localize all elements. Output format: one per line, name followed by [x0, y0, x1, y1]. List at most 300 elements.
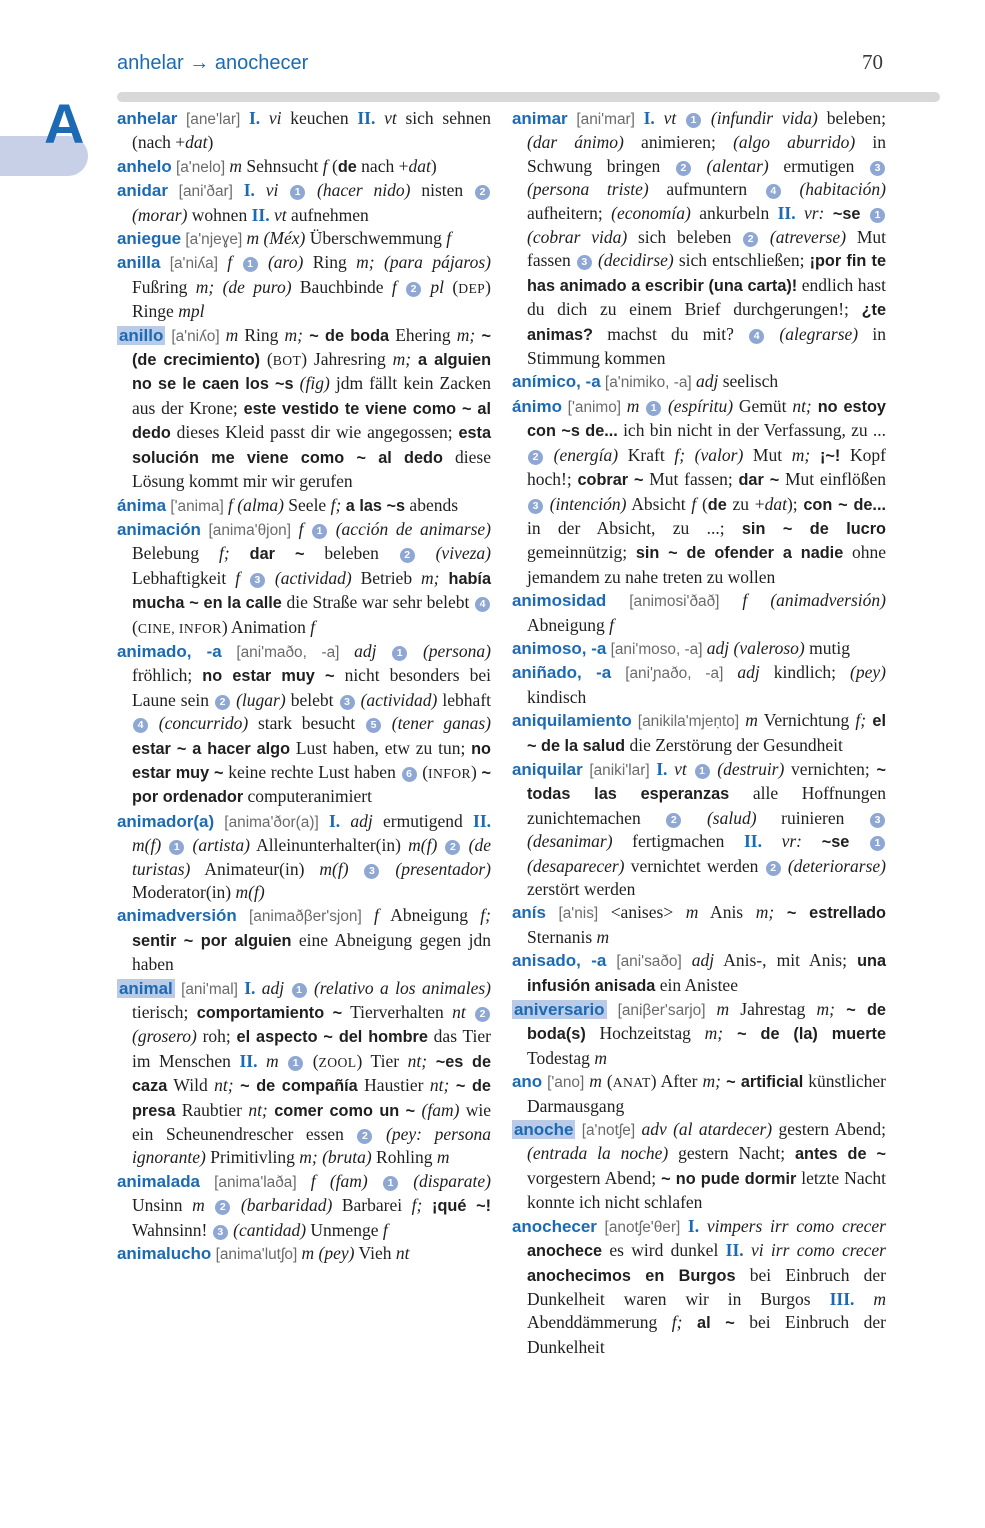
text-run: ) Jahresring	[301, 349, 393, 370]
text-run: abends	[405, 494, 459, 515]
right-column	[512, 107, 886, 1359]
text-run: Kopf hoch!;	[527, 444, 886, 490]
text-run: m	[745, 710, 758, 731]
text-run: bei Einbruch der Dunkelheit waren wir in Burgos	[527, 1264, 886, 1309]
sense-number-badge: 2	[766, 861, 781, 876]
text-run: ermutigend	[372, 810, 474, 831]
text-run: nt;	[407, 1050, 428, 1071]
text-run: [animosi'ðað]	[606, 593, 743, 611]
text-run: ) Tier	[356, 1050, 408, 1071]
sense-number-badge: 4	[749, 329, 764, 344]
text-run: (artista)	[185, 835, 250, 856]
text-run: comportamiento ~	[196, 1004, 343, 1023]
headword: anoche	[514, 1120, 574, 1140]
text-run: ANAT	[612, 1075, 651, 1091]
text-run: I.	[244, 977, 256, 998]
sense-number-badge: 3	[250, 573, 265, 588]
text-run: no estar muy ~	[202, 667, 335, 686]
text-run: Ring	[238, 324, 285, 345]
text-run: Abneigung	[378, 905, 481, 926]
headword: ano	[512, 1072, 543, 1092]
sense-number-badge: 3	[213, 1225, 228, 1240]
text-run: ruinieren	[756, 807, 869, 828]
text-run: [anima'lutʃo]	[211, 1246, 302, 1264]
text-run: [ani'mar]	[567, 111, 644, 128]
text-run: m;	[702, 1071, 721, 1092]
text-run: m;	[392, 349, 412, 370]
text-run: (viveza)	[415, 543, 491, 564]
text-run: II.	[357, 108, 376, 128]
text-run: m	[229, 155, 243, 176]
text-run: m	[685, 902, 699, 923]
headword: animoso, -a	[512, 638, 607, 658]
text-run: Sehnsucht	[242, 155, 323, 176]
dictionary-entry-animalada	[117, 1170, 491, 1242]
text-run: m;	[456, 324, 476, 345]
text-run: [aniki'lar]	[582, 761, 657, 779]
headword: anís	[512, 903, 546, 923]
text-run: f (alma)	[228, 494, 284, 515]
text-run: künstlicher Darmausgang	[527, 1071, 887, 1116]
headword: aniversario	[514, 1000, 605, 1020]
text-run: [anotʃe'θer]	[596, 1218, 688, 1236]
text-run: vimpers irr como crecer	[699, 1215, 886, 1236]
text-run: [a'njeɣe]	[181, 231, 247, 249]
text-run: (actividad)	[265, 567, 352, 588]
text-run: (persona triste)	[527, 179, 649, 200]
text-run: (salud)	[682, 807, 757, 828]
sense-number-badge: 2	[400, 548, 415, 563]
dictionary-entry-anoche	[512, 1118, 886, 1215]
text-run: (	[260, 349, 273, 370]
text-run: m;	[755, 902, 775, 923]
text-run: Fußring	[132, 276, 196, 297]
text-run: Absicht	[626, 493, 692, 514]
text-run: (espíritu)	[662, 395, 734, 416]
text-run: (cantidad)	[228, 1219, 307, 1240]
text-run: f	[310, 616, 316, 637]
text-run: ~ estrellado	[774, 904, 886, 923]
text-run: sin ~ de ofender a nadie	[635, 544, 844, 563]
text-run: [anima'θjon]	[200, 521, 299, 539]
text-run: (	[444, 276, 459, 297]
text-run: );	[786, 493, 804, 514]
text-run: dar ~	[229, 545, 305, 564]
text-run: (fig)	[293, 373, 330, 394]
text-run: nt;	[214, 1075, 234, 1096]
text-run: f	[322, 155, 328, 176]
text-run: Vieh	[354, 1243, 396, 1264]
sense-number-badge: 2	[743, 232, 758, 247]
text-run: Wahnsinn!	[132, 1219, 212, 1240]
text-run: m;	[299, 1147, 318, 1168]
text-run: DEP	[458, 280, 486, 296]
text-run: Alleinunterhalter(in)	[249, 835, 409, 856]
text-run: (de puro)	[214, 276, 292, 297]
sense-number-badge: 1	[646, 401, 661, 416]
text-run: dar ~	[738, 471, 780, 490]
text-run: ) After	[650, 1071, 703, 1092]
sense-number-badge: 2	[406, 282, 421, 297]
text-run: vi	[260, 108, 282, 128]
text-run: Barbarei	[332, 1195, 412, 1216]
text-run: [ani'ðar]	[167, 183, 244, 201]
text-run: ~ por ordenador	[132, 763, 492, 807]
text-run: (pey)	[850, 662, 886, 683]
text-run: nach +	[356, 155, 409, 176]
text-run: Tierverhalten	[342, 1002, 453, 1023]
dictionary-entry-anis	[512, 901, 886, 949]
text-run: ¿te animas?	[527, 301, 886, 344]
text-run: el ~ de la salud	[527, 712, 886, 755]
text-run: adj	[695, 371, 719, 392]
text-run: (	[417, 761, 429, 782]
text-run: (fam)	[415, 1099, 460, 1120]
text-run: vt	[654, 108, 686, 128]
text-run: (hacer nido)	[306, 180, 411, 201]
text-run: vt	[375, 108, 397, 128]
dictionary-entry-anidar	[117, 179, 491, 227]
dictionary-entry-anhelar	[117, 107, 491, 155]
text-run: (deteriorarse)	[781, 855, 886, 876]
text-run: I.	[687, 1215, 700, 1236]
dictionary-entry-animosidad	[512, 589, 886, 637]
dictionary-entry-animalucho	[117, 1242, 491, 1266]
text-run: [ani'maðo, -a]	[221, 643, 355, 661]
sense-number-badge: 1	[392, 646, 407, 661]
text-run: in der Absicht, zu ...;	[527, 517, 742, 538]
sense-number-badge: 1	[243, 257, 258, 272]
text-run: Sternanis	[527, 926, 597, 947]
text-run: computeranimiert	[243, 786, 372, 807]
text-run: m(f)	[408, 835, 445, 856]
dictionary-entry-anilla	[117, 251, 491, 323]
headword: animalada	[117, 1171, 200, 1191]
text-run: no estoy con ~s de...	[527, 397, 886, 441]
text-run: I.	[248, 108, 261, 128]
text-run: [ane'lar]	[177, 111, 249, 128]
text-run: una infusión anisada	[527, 952, 886, 995]
headword: animadversión	[117, 906, 237, 926]
text-run: m;	[356, 252, 375, 273]
text-run: Unmenge	[306, 1219, 383, 1240]
text-run: nt	[395, 1243, 410, 1264]
text-run: (barbaridad)	[231, 1195, 333, 1216]
text-run: fertigmachen	[612, 831, 744, 852]
headword: anhelar	[117, 109, 178, 128]
dictionary-entry-aniquilar	[512, 758, 886, 901]
text-run: wie ein Scheunendrescher essen	[132, 1099, 492, 1145]
text-run: m	[594, 1047, 607, 1068]
sense-number-badge: 2	[475, 1007, 490, 1022]
text-run: )	[430, 155, 437, 176]
text-run: vi irr como crecer	[743, 1240, 886, 1261]
text-run: sin ~ de lucro	[741, 519, 886, 538]
text-run: (lugar)	[231, 689, 286, 710]
text-run: letzte Nacht konnte ich nicht schlafen	[527, 1167, 886, 1213]
text-run: dieses Kleid passt dir wie angegossen;	[170, 422, 459, 443]
text-run: [anima'ðor(a)]	[214, 813, 329, 831]
text-run: Mut fassen;	[643, 469, 739, 490]
text-run: gemeinnützig;	[527, 542, 636, 563]
text-run: II.	[239, 1050, 258, 1071]
text-run: stark besucht	[248, 713, 365, 734]
text-run: m	[589, 1071, 602, 1092]
sense-number-badge: 3	[870, 161, 885, 176]
dictionary-entry-animador	[117, 810, 491, 905]
text-run: (disparate)	[398, 1170, 491, 1191]
running-head	[117, 52, 308, 75]
text-run: Hochzeitstag	[585, 1023, 705, 1044]
text-run: [a'nelo]	[171, 158, 230, 176]
text-run: mutig	[804, 637, 850, 658]
text-run: Animateur(in)	[190, 858, 320, 879]
dictionary-entry-animacion	[117, 518, 491, 640]
sense-number-badge: 2	[445, 840, 460, 855]
text-run: II.	[744, 831, 762, 852]
text-run: Abneigung	[527, 614, 610, 635]
text-run: I.	[243, 180, 255, 201]
sense-number-badge: 1	[288, 1056, 303, 1071]
text-run: sich entschließen;	[673, 250, 810, 271]
text-run: sentir ~ por alguien	[132, 931, 292, 950]
text-run: Mut fassen	[527, 227, 886, 271]
text-run: aufnehmen	[286, 204, 369, 225]
text-run: vr:	[762, 831, 802, 852]
text-run: vt	[667, 758, 694, 779]
text-run: )	[470, 761, 482, 782]
text-run: ['anima]	[166, 497, 229, 515]
text-run: Ring	[303, 252, 357, 273]
text-run: estar ~ a hacer algo	[132, 739, 291, 758]
headword: animación	[117, 519, 201, 539]
headword: anillo	[119, 325, 164, 345]
text-run: I.	[643, 108, 655, 128]
headword: animador(a)	[117, 811, 215, 831]
text-run: III.	[829, 1288, 855, 1309]
sense-number-badge: 2	[475, 185, 490, 200]
text-run: (algo aburrido)	[733, 132, 856, 153]
text-run: nt;	[792, 395, 812, 416]
text-run: f	[446, 228, 452, 249]
text-run: m;	[195, 276, 215, 297]
text-run: m	[854, 1288, 887, 1309]
left-column	[117, 107, 491, 1267]
text-run: beleben;	[817, 108, 886, 128]
text-run: (actividad)	[355, 689, 438, 710]
text-run: (economía)	[611, 202, 691, 223]
headword: anhelo	[117, 156, 172, 176]
sense-number-badge: 3	[577, 255, 592, 270]
text-run: wohnen	[187, 204, 252, 225]
sense-number-badge: 2	[357, 1129, 372, 1144]
text-run: [anima'laða]	[200, 1173, 311, 1191]
text-run: <anises>	[610, 902, 686, 923]
text-run: f;	[330, 494, 342, 515]
text-run: gestern Nacht;	[668, 1143, 796, 1164]
text-run: fröhlich;	[132, 665, 203, 686]
text-run: ~ artificial	[721, 1073, 804, 1092]
text-run: BOT	[272, 353, 302, 369]
text-run: f	[373, 905, 379, 926]
text-run: ¡por fin te has animado a escribir (una carta)!	[527, 252, 886, 295]
text-run: esta solución me viene como ~ al dedo	[132, 424, 491, 467]
text-run: [a'niʎo]	[165, 327, 226, 345]
dictionary-entry-animico	[512, 370, 886, 394]
sense-number-badge: 2	[528, 450, 543, 465]
text-run: ¡~!	[810, 446, 841, 465]
text-run: [animaðβer'sjon]	[236, 908, 374, 926]
text-run: Kraft	[618, 444, 675, 465]
sense-number-badge: 3	[364, 864, 379, 879]
sense-number-badge: 3	[340, 695, 355, 710]
dictionary-entry-animadversion	[117, 904, 491, 976]
text-run: f;	[674, 444, 686, 465]
text-run: in Schwung bringen	[527, 132, 887, 176]
text-run: adj	[737, 662, 760, 683]
headword: aniquilar	[512, 759, 583, 779]
text-run: (intención)	[544, 493, 627, 514]
text-run: ermutigen	[768, 155, 869, 176]
sense-number-badge: 1	[290, 185, 305, 200]
dictionary-entry-animado	[117, 640, 491, 810]
text-run: belebt	[285, 689, 339, 710]
text-run: (	[696, 493, 708, 514]
text-run: Seele	[283, 494, 331, 515]
text-run: antes de ~	[795, 1145, 887, 1164]
text-run: vi	[254, 180, 290, 201]
text-run: adv (al atardecer)	[641, 1119, 773, 1140]
text-run: jdm fällt kein Zacken aus der Krone;	[132, 373, 492, 418]
text-run: (	[132, 616, 138, 637]
text-run: Haustier	[357, 1075, 430, 1096]
text-run: Bauchbinde	[291, 276, 392, 297]
text-run: nt	[452, 1002, 474, 1023]
text-run: ['ano]	[542, 1074, 590, 1092]
text-run: Anis-, mit Anis;	[714, 950, 858, 971]
text-run: cobrar ~	[577, 471, 644, 490]
sense-number-badge: 1	[870, 836, 885, 851]
text-run: f	[298, 518, 312, 539]
text-run: había mucha ~ en la calle	[132, 569, 491, 613]
text-run: vernichten;	[784, 758, 877, 779]
text-run: anochece	[527, 1242, 603, 1261]
text-run: Lust haben, etw zu tun;	[290, 737, 472, 758]
text-run: f	[235, 567, 249, 588]
sense-number-badge: 3	[870, 813, 885, 828]
text-run: CINE, INFOR	[137, 620, 222, 636]
text-run: [ani'mal]	[174, 980, 245, 998]
text-run: anochecimos en Burgos	[527, 1266, 736, 1285]
text-run: f (animadversión)	[742, 590, 886, 611]
text-run: Unsinn	[132, 1195, 193, 1216]
text-run: m(f)	[235, 882, 265, 902]
text-run: beleben	[304, 543, 399, 564]
text-run: m	[257, 1050, 288, 1071]
sense-number-badge: 1	[686, 113, 701, 128]
text-run: adj	[340, 810, 373, 831]
text-run: f;	[855, 710, 867, 731]
dictionary-entry-ano	[512, 1070, 886, 1118]
text-run: ~ de boda	[303, 326, 390, 345]
text-run: m (pey)	[301, 1243, 355, 1264]
sense-number-badge: 1	[292, 983, 307, 998]
text-run: diese Lösung kommt mir wir gerufen	[132, 446, 491, 492]
text-run: ich bin nicht in der Verfassung, zu ...	[617, 420, 886, 441]
text-run: Gemüt	[733, 395, 793, 416]
text-run: [a'niʎa]	[160, 255, 228, 273]
text-run: [a'nis]	[545, 905, 611, 923]
text-run: aufmuntern	[648, 179, 765, 200]
text-run: (valor)	[685, 444, 744, 465]
text-run: die Straße war sehr belebt	[281, 592, 474, 613]
text-run: f	[391, 276, 406, 297]
text-run: (	[304, 1050, 319, 1071]
text-run: Mut einflößen	[779, 469, 886, 490]
text-run: (energía)	[544, 444, 619, 465]
dictionary-entry-aninado	[512, 661, 886, 709]
text-run: vt	[269, 204, 287, 225]
headword: ánimo	[512, 396, 562, 416]
text-run: mpl	[178, 301, 205, 322]
text-run: f;	[671, 1312, 683, 1333]
text-run: ~ de (la) muerte	[723, 1025, 886, 1044]
text-run: (acción de animarse)	[328, 518, 491, 539]
dictionary-entry-anochecer	[512, 1215, 886, 1359]
text-run: zu +	[726, 493, 765, 514]
text-run: m	[225, 324, 239, 345]
text-run: (pey: persona ignorante)	[132, 1124, 491, 1168]
sense-number-badge: 2	[676, 161, 691, 176]
text-run: Primitivling	[205, 1147, 300, 1168]
dictionary-entry-animal	[117, 977, 491, 1170]
text-run: ~ todas las esperanzas	[527, 760, 886, 804]
text-run: ~ de compañía	[233, 1077, 358, 1096]
text-run: ZOOL	[318, 1054, 357, 1070]
text-run: (tener ganas)	[382, 713, 491, 734]
text-run: animieren;	[623, 132, 734, 153]
text-run: adj (valeroso)	[706, 637, 805, 658]
sense-number-badge: 6	[402, 767, 417, 782]
dictionary-entry-animo	[512, 395, 886, 589]
dictionary-entry-anisado	[512, 949, 886, 998]
text-run: ein Anistee	[655, 974, 738, 995]
text-run: ~ (de crecimiento)	[132, 326, 491, 370]
text-run: I.	[328, 810, 341, 831]
sense-number-badge: 4	[475, 597, 490, 612]
text-run: alle Hoffnungen zunichtemachen	[527, 783, 886, 828]
text-run: dat	[408, 155, 431, 176]
dictionary-entry-animar	[512, 107, 886, 370]
sense-number-badge: 5	[366, 718, 381, 733]
text-run: adj	[354, 640, 392, 661]
dictionary-entry-anillo	[117, 324, 491, 494]
text-run: f;	[480, 905, 491, 926]
text-run: (morar)	[132, 204, 188, 225]
text-run: ~ de boda(s)	[527, 1001, 886, 1044]
text-run: keine rechte Lust haben	[223, 761, 401, 782]
text-run: (presentador)	[380, 858, 491, 879]
text-run: II.	[777, 202, 796, 223]
header-rule	[117, 92, 940, 102]
text-run: m;	[704, 1023, 724, 1044]
text-run: m (Méx)	[246, 228, 306, 249]
text-run: [aniβer'sarjo]	[606, 1002, 717, 1020]
text-run: f	[382, 1219, 388, 1240]
sense-number-badge: 2	[215, 695, 230, 710]
headword: anochecer	[512, 1216, 597, 1236]
text-run: es wird dunkel	[602, 1240, 726, 1261]
